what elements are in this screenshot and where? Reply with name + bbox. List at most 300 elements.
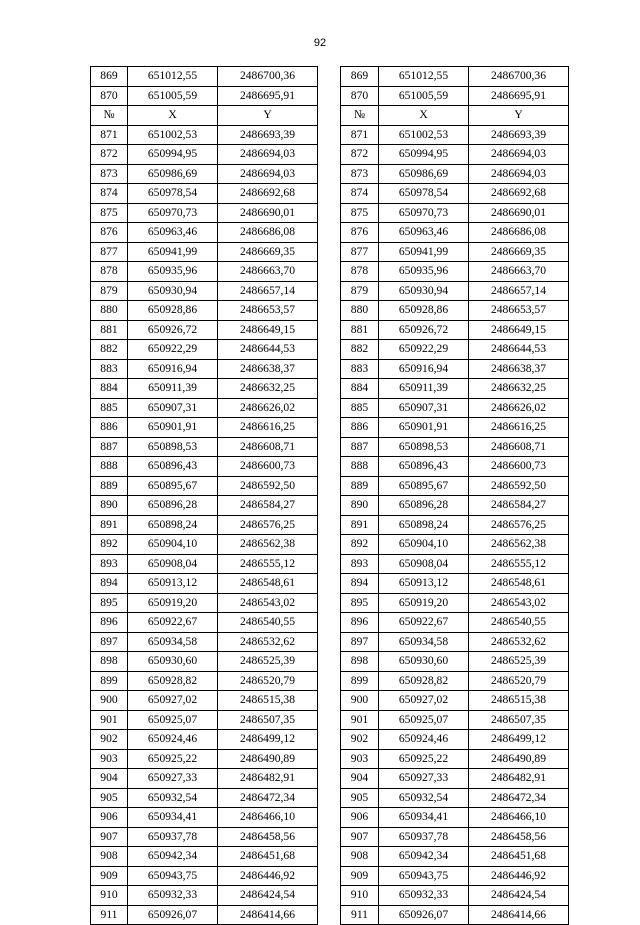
y-coordinate-cell: 2486694,03: [469, 164, 569, 184]
x-coordinate-cell: 650913,12: [379, 574, 469, 594]
point-number-cell: 871: [341, 125, 379, 145]
point-number-cell: 871: [91, 125, 128, 145]
y-coordinate-cell: 2486592,50: [469, 476, 569, 496]
y-coordinate-cell: 2486507,35: [218, 710, 318, 730]
y-coordinate-cell: 2486446,92: [469, 866, 569, 886]
x-coordinate-cell: 650925,07: [128, 710, 218, 730]
x-coordinate-cell: 650941,99: [379, 242, 469, 262]
y-coordinate-cell: 2486458,56: [469, 827, 569, 847]
table-header-row: [91, 106, 318, 126]
point-number-cell: 877: [91, 242, 128, 262]
table-row: [341, 340, 569, 360]
point-number-cell: 897: [91, 632, 128, 652]
point-number-cell: 879: [91, 281, 128, 301]
point-number-cell: 882: [91, 340, 128, 360]
x-coordinate-cell: 650911,39: [379, 379, 469, 399]
y-coordinate-cell: 2486446,92: [218, 866, 318, 886]
table-row: [91, 652, 318, 672]
point-number-cell: 878: [91, 262, 128, 282]
table-row: [341, 749, 569, 769]
y-coordinate-cell: 2486638,37: [218, 359, 318, 379]
point-number-cell: 885: [91, 398, 128, 418]
point-number-cell: 891: [91, 515, 128, 535]
y-coordinate-cell: 2486562,38: [469, 535, 569, 555]
header-y-cell: Y: [469, 106, 569, 126]
x-coordinate-cell: 650970,73: [128, 203, 218, 223]
y-coordinate-cell: 2486548,61: [469, 574, 569, 594]
x-coordinate-cell: 651012,55: [379, 67, 469, 87]
table-row: [341, 808, 569, 828]
x-coordinate-cell: 650943,75: [379, 866, 469, 886]
y-coordinate-cell: 2486653,57: [469, 301, 569, 321]
x-coordinate-cell: 650935,96: [128, 262, 218, 282]
x-coordinate-cell: 650928,82: [128, 671, 218, 691]
x-coordinate-cell: 650994,95: [128, 145, 218, 165]
table-row: [341, 827, 569, 847]
x-coordinate-cell: 650911,39: [128, 379, 218, 399]
x-coordinate-cell: 650943,75: [128, 866, 218, 886]
x-coordinate-cell: 650942,34: [379, 847, 469, 867]
x-coordinate-cell: 650922,29: [379, 340, 469, 360]
table-row: [91, 242, 318, 262]
point-number-cell: 892: [341, 535, 379, 555]
x-coordinate-cell: 650907,31: [128, 398, 218, 418]
y-coordinate-cell: 2486632,25: [469, 379, 569, 399]
x-coordinate-cell: 650919,20: [128, 593, 218, 613]
point-number-cell: 869: [91, 67, 128, 87]
table-row: [91, 515, 318, 535]
y-coordinate-cell: 2486490,89: [218, 749, 318, 769]
point-number-cell: 904: [341, 769, 379, 789]
y-coordinate-cell: 2486694,03: [218, 145, 318, 165]
table-row: [91, 554, 318, 574]
y-coordinate-cell: 2486507,35: [469, 710, 569, 730]
point-number-cell: 911: [91, 905, 128, 925]
y-coordinate-cell: 2486424,54: [218, 886, 318, 906]
x-coordinate-cell: 651002,53: [379, 125, 469, 145]
x-coordinate-cell: 650963,46: [128, 223, 218, 243]
point-number-cell: 878: [341, 262, 379, 282]
table-row: [341, 418, 569, 438]
point-number-cell: 887: [91, 437, 128, 457]
y-coordinate-cell: 2486451,68: [469, 847, 569, 867]
x-coordinate-cell: 650930,60: [128, 652, 218, 672]
y-coordinate-cell: 2486499,12: [469, 730, 569, 750]
y-coordinate-cell: 2486540,55: [218, 613, 318, 633]
point-number-cell: 896: [91, 613, 128, 633]
y-coordinate-cell: 2486693,39: [469, 125, 569, 145]
table-row: [91, 866, 318, 886]
table-row: [91, 437, 318, 457]
page-number: 92: [313, 37, 327, 49]
table-row: [341, 671, 569, 691]
table-row: [341, 281, 569, 301]
point-number-cell: 899: [91, 671, 128, 691]
y-coordinate-cell: 2486525,39: [218, 652, 318, 672]
table-row: [91, 145, 318, 165]
point-number-cell: 873: [341, 164, 379, 184]
table-row: [341, 457, 569, 477]
y-coordinate-cell: 2486700,36: [469, 67, 569, 87]
y-coordinate-cell: 2486451,68: [218, 847, 318, 867]
y-coordinate-cell: 2486525,39: [469, 652, 569, 672]
point-number-cell: 881: [91, 320, 128, 340]
x-coordinate-cell: 650927,02: [128, 691, 218, 711]
table-row: [341, 145, 569, 165]
point-number-cell: 909: [341, 866, 379, 886]
table-row: [341, 67, 569, 87]
y-coordinate-cell: 2486690,01: [218, 203, 318, 223]
table-row: [341, 847, 569, 867]
table-row: [91, 847, 318, 867]
x-coordinate-cell: 650932,54: [128, 788, 218, 808]
y-coordinate-cell: 2486520,79: [218, 671, 318, 691]
point-number-cell: 900: [91, 691, 128, 711]
y-coordinate-cell: 2486466,10: [218, 808, 318, 828]
x-coordinate-cell: 651012,55: [128, 67, 218, 87]
header-y-cell: Y: [218, 106, 318, 126]
point-number-cell: 876: [341, 223, 379, 243]
y-coordinate-cell: 2486626,02: [469, 398, 569, 418]
table-row: [91, 886, 318, 906]
table-row: [91, 710, 318, 730]
y-coordinate-cell: 2486686,08: [218, 223, 318, 243]
y-coordinate-cell: 2486515,38: [218, 691, 318, 711]
table-row: [91, 379, 318, 399]
y-coordinate-cell: 2486543,02: [469, 593, 569, 613]
y-coordinate-cell: 2486532,62: [218, 632, 318, 652]
point-number-cell: 895: [91, 593, 128, 613]
table-row: [341, 476, 569, 496]
table-row: [91, 671, 318, 691]
point-number-cell: 891: [341, 515, 379, 535]
y-coordinate-cell: 2486695,91: [469, 86, 569, 106]
x-coordinate-cell: 650935,96: [379, 262, 469, 282]
table-row: [341, 905, 569, 925]
point-number-cell: 904: [91, 769, 128, 789]
point-number-cell: 906: [341, 808, 379, 828]
x-coordinate-cell: 650919,20: [379, 593, 469, 613]
table-row: [341, 788, 569, 808]
y-coordinate-cell: 2486520,79: [469, 671, 569, 691]
x-coordinate-cell: 650926,72: [128, 320, 218, 340]
table-row: [91, 418, 318, 438]
x-coordinate-cell: 650928,82: [379, 671, 469, 691]
x-coordinate-cell: 650924,46: [128, 730, 218, 750]
y-coordinate-cell: 2486653,57: [218, 301, 318, 321]
table-row: [91, 340, 318, 360]
y-coordinate-cell: 2486608,71: [218, 437, 318, 457]
point-number-cell: 875: [91, 203, 128, 223]
point-number-cell: 895: [341, 593, 379, 613]
table-row: [91, 359, 318, 379]
point-number-cell: 900: [341, 691, 379, 711]
table-row: [341, 593, 569, 613]
point-number-cell: 901: [91, 710, 128, 730]
table-row: [341, 184, 569, 204]
y-coordinate-cell: 2486576,25: [469, 515, 569, 535]
table-row: [341, 515, 569, 535]
table-row: [341, 632, 569, 652]
table-row: [91, 164, 318, 184]
y-coordinate-cell: 2486458,56: [218, 827, 318, 847]
y-coordinate-cell: 2486616,25: [469, 418, 569, 438]
point-number-cell: 882: [341, 340, 379, 360]
x-coordinate-cell: 650994,95: [379, 145, 469, 165]
point-number-cell: 910: [341, 886, 379, 906]
point-number-cell: 887: [341, 437, 379, 457]
y-coordinate-cell: 2486626,02: [218, 398, 318, 418]
table-row: [341, 730, 569, 750]
x-coordinate-cell: 650904,10: [379, 535, 469, 555]
point-number-cell: 880: [341, 301, 379, 321]
x-coordinate-cell: 650916,94: [128, 359, 218, 379]
x-coordinate-cell: 650925,22: [379, 749, 469, 769]
table-row: [91, 67, 318, 87]
point-number-cell: 885: [341, 398, 379, 418]
x-coordinate-cell: 650916,94: [379, 359, 469, 379]
y-coordinate-cell: 2486694,03: [218, 164, 318, 184]
x-coordinate-cell: 650896,28: [379, 496, 469, 516]
table-row: [341, 613, 569, 633]
y-coordinate-cell: 2486644,53: [469, 340, 569, 360]
x-coordinate-cell: 650926,72: [379, 320, 469, 340]
y-coordinate-cell: 2486482,91: [218, 769, 318, 789]
x-coordinate-cell: 650932,54: [379, 788, 469, 808]
x-coordinate-cell: 650907,31: [379, 398, 469, 418]
point-number-cell: 877: [341, 242, 379, 262]
point-number-cell: 889: [341, 476, 379, 496]
table-header-row: [341, 106, 569, 126]
y-coordinate-cell: 2486692,68: [218, 184, 318, 204]
point-number-cell: 876: [91, 223, 128, 243]
x-coordinate-cell: 650928,86: [379, 301, 469, 321]
x-coordinate-cell: 650927,33: [128, 769, 218, 789]
x-coordinate-cell: 650898,53: [379, 437, 469, 457]
table-row: [91, 476, 318, 496]
point-number-cell: 893: [91, 554, 128, 574]
point-number-cell: 872: [341, 145, 379, 165]
x-coordinate-cell: 650922,67: [379, 613, 469, 633]
point-number-cell: 883: [91, 359, 128, 379]
point-number-cell: 905: [91, 788, 128, 808]
x-coordinate-cell: 650896,43: [379, 457, 469, 477]
x-coordinate-cell: 650934,58: [379, 632, 469, 652]
x-coordinate-cell: 650898,53: [128, 437, 218, 457]
point-number-cell: 901: [341, 710, 379, 730]
table-row: [341, 398, 569, 418]
table-row: [341, 379, 569, 399]
x-coordinate-cell: 650926,07: [128, 905, 218, 925]
table-row: [341, 652, 569, 672]
x-coordinate-cell: 650930,94: [379, 281, 469, 301]
point-number-cell: 907: [341, 827, 379, 847]
table-row: [341, 301, 569, 321]
y-coordinate-cell: 2486414,66: [218, 905, 318, 925]
table-row: [91, 574, 318, 594]
point-number-cell: 884: [341, 379, 379, 399]
x-coordinate-cell: 650986,69: [128, 164, 218, 184]
table-row: [341, 886, 569, 906]
x-coordinate-cell: 650908,04: [379, 554, 469, 574]
x-coordinate-cell: 650942,34: [128, 847, 218, 867]
x-coordinate-cell: 650941,99: [128, 242, 218, 262]
y-coordinate-cell: 2486663,70: [218, 262, 318, 282]
y-coordinate-cell: 2486663,70: [469, 262, 569, 282]
x-coordinate-cell: 650934,41: [128, 808, 218, 828]
point-number-cell: 881: [341, 320, 379, 340]
y-coordinate-cell: 2486686,08: [469, 223, 569, 243]
point-number-cell: 896: [341, 613, 379, 633]
y-coordinate-cell: 2486592,50: [218, 476, 318, 496]
point-number-cell: 892: [91, 535, 128, 555]
table-row: [91, 457, 318, 477]
y-coordinate-cell: 2486555,12: [469, 554, 569, 574]
point-number-cell: 894: [341, 574, 379, 594]
point-number-cell: 889: [91, 476, 128, 496]
x-coordinate-cell: 650895,67: [128, 476, 218, 496]
x-coordinate-cell: 650898,24: [128, 515, 218, 535]
point-number-cell: 888: [91, 457, 128, 477]
y-coordinate-cell: 2486584,27: [218, 496, 318, 516]
x-coordinate-cell: 650937,78: [379, 827, 469, 847]
table-row: [91, 827, 318, 847]
x-coordinate-cell: 650932,33: [128, 886, 218, 906]
point-number-cell: 902: [341, 730, 379, 750]
point-number-cell: 879: [341, 281, 379, 301]
point-number-cell: 872: [91, 145, 128, 165]
table-row: [91, 223, 318, 243]
y-coordinate-cell: 2486562,38: [218, 535, 318, 555]
y-coordinate-cell: 2486690,01: [469, 203, 569, 223]
table-row: [341, 437, 569, 457]
point-number-cell: 903: [91, 749, 128, 769]
y-coordinate-cell: 2486499,12: [218, 730, 318, 750]
table-row: [341, 164, 569, 184]
y-coordinate-cell: 2486472,34: [469, 788, 569, 808]
point-number-cell: 898: [341, 652, 379, 672]
table-row: [91, 905, 318, 925]
y-coordinate-cell: 2486657,14: [469, 281, 569, 301]
y-coordinate-cell: 2486669,35: [218, 242, 318, 262]
point-number-cell: 874: [341, 184, 379, 204]
y-coordinate-cell: 2486424,54: [469, 886, 569, 906]
point-number-cell: 880: [91, 301, 128, 321]
x-coordinate-cell: 650937,78: [128, 827, 218, 847]
x-coordinate-cell: 650927,33: [379, 769, 469, 789]
y-coordinate-cell: 2486649,15: [469, 320, 569, 340]
point-number-cell: 911: [341, 905, 379, 925]
point-number-cell: 897: [341, 632, 379, 652]
table-row: [91, 808, 318, 828]
point-number-cell: 884: [91, 379, 128, 399]
point-number-cell: 886: [341, 418, 379, 438]
x-coordinate-cell: 650978,54: [128, 184, 218, 204]
table-row: [341, 320, 569, 340]
table-row: [341, 242, 569, 262]
point-number-cell: 874: [91, 184, 128, 204]
x-coordinate-cell: 650895,67: [379, 476, 469, 496]
y-coordinate-cell: 2486555,12: [218, 554, 318, 574]
x-coordinate-cell: 650930,94: [128, 281, 218, 301]
point-number-cell: 905: [341, 788, 379, 808]
y-coordinate-cell: 2486576,25: [218, 515, 318, 535]
table-row: [91, 398, 318, 418]
table-row: [91, 535, 318, 555]
table-row: [91, 496, 318, 516]
point-number-cell: 908: [341, 847, 379, 867]
table-row: [91, 769, 318, 789]
y-coordinate-cell: 2486548,61: [218, 574, 318, 594]
y-coordinate-cell: 2486692,68: [469, 184, 569, 204]
table-row: [341, 769, 569, 789]
header-x-cell: X: [128, 106, 218, 126]
table-row: [91, 730, 318, 750]
x-coordinate-cell: 650986,69: [379, 164, 469, 184]
point-number-cell: 875: [341, 203, 379, 223]
x-coordinate-cell: 650904,10: [128, 535, 218, 555]
y-coordinate-cell: 2486695,91: [218, 86, 318, 106]
table-row: [341, 359, 569, 379]
x-coordinate-cell: 650934,58: [128, 632, 218, 652]
y-coordinate-cell: 2486543,02: [218, 593, 318, 613]
point-number-cell: 893: [341, 554, 379, 574]
table-row: [341, 262, 569, 282]
point-number-cell: 899: [341, 671, 379, 691]
x-coordinate-cell: 650908,04: [128, 554, 218, 574]
point-number-cell: 873: [91, 164, 128, 184]
table-row: [91, 262, 318, 282]
x-coordinate-cell: 650925,07: [379, 710, 469, 730]
x-coordinate-cell: 651005,59: [379, 86, 469, 106]
x-coordinate-cell: 650963,46: [379, 223, 469, 243]
x-coordinate-cell: 650934,41: [379, 808, 469, 828]
y-coordinate-cell: 2486644,53: [218, 340, 318, 360]
table-row: [341, 710, 569, 730]
y-coordinate-cell: 2486515,38: [469, 691, 569, 711]
y-coordinate-cell: 2486700,36: [218, 67, 318, 87]
x-coordinate-cell: 650924,46: [379, 730, 469, 750]
y-coordinate-cell: 2486472,34: [218, 788, 318, 808]
y-coordinate-cell: 2486632,25: [218, 379, 318, 399]
table-row: [341, 574, 569, 594]
table-row: [91, 613, 318, 633]
x-coordinate-cell: 650896,28: [128, 496, 218, 516]
point-number-cell: 870: [91, 86, 128, 106]
point-number-cell: 907: [91, 827, 128, 847]
point-number-cell: 898: [91, 652, 128, 672]
point-number-cell: 869: [341, 67, 379, 87]
header-num-cell: №: [341, 106, 379, 126]
x-coordinate-cell: 650927,02: [379, 691, 469, 711]
table-row: [91, 281, 318, 301]
x-coordinate-cell: 650928,86: [128, 301, 218, 321]
table-row: [341, 223, 569, 243]
point-number-cell: 909: [91, 866, 128, 886]
x-coordinate-cell: 650930,60: [379, 652, 469, 672]
y-coordinate-cell: 2486466,10: [469, 808, 569, 828]
x-coordinate-cell: 651005,59: [128, 86, 218, 106]
point-number-cell: 908: [91, 847, 128, 867]
table-row: [341, 125, 569, 145]
x-coordinate-cell: 650901,91: [379, 418, 469, 438]
y-coordinate-cell: 2486693,39: [218, 125, 318, 145]
y-coordinate-cell: 2486616,25: [218, 418, 318, 438]
point-number-cell: 890: [91, 496, 128, 516]
x-coordinate-cell: 650922,67: [128, 613, 218, 633]
point-number-cell: 906: [91, 808, 128, 828]
x-coordinate-cell: 651002,53: [128, 125, 218, 145]
